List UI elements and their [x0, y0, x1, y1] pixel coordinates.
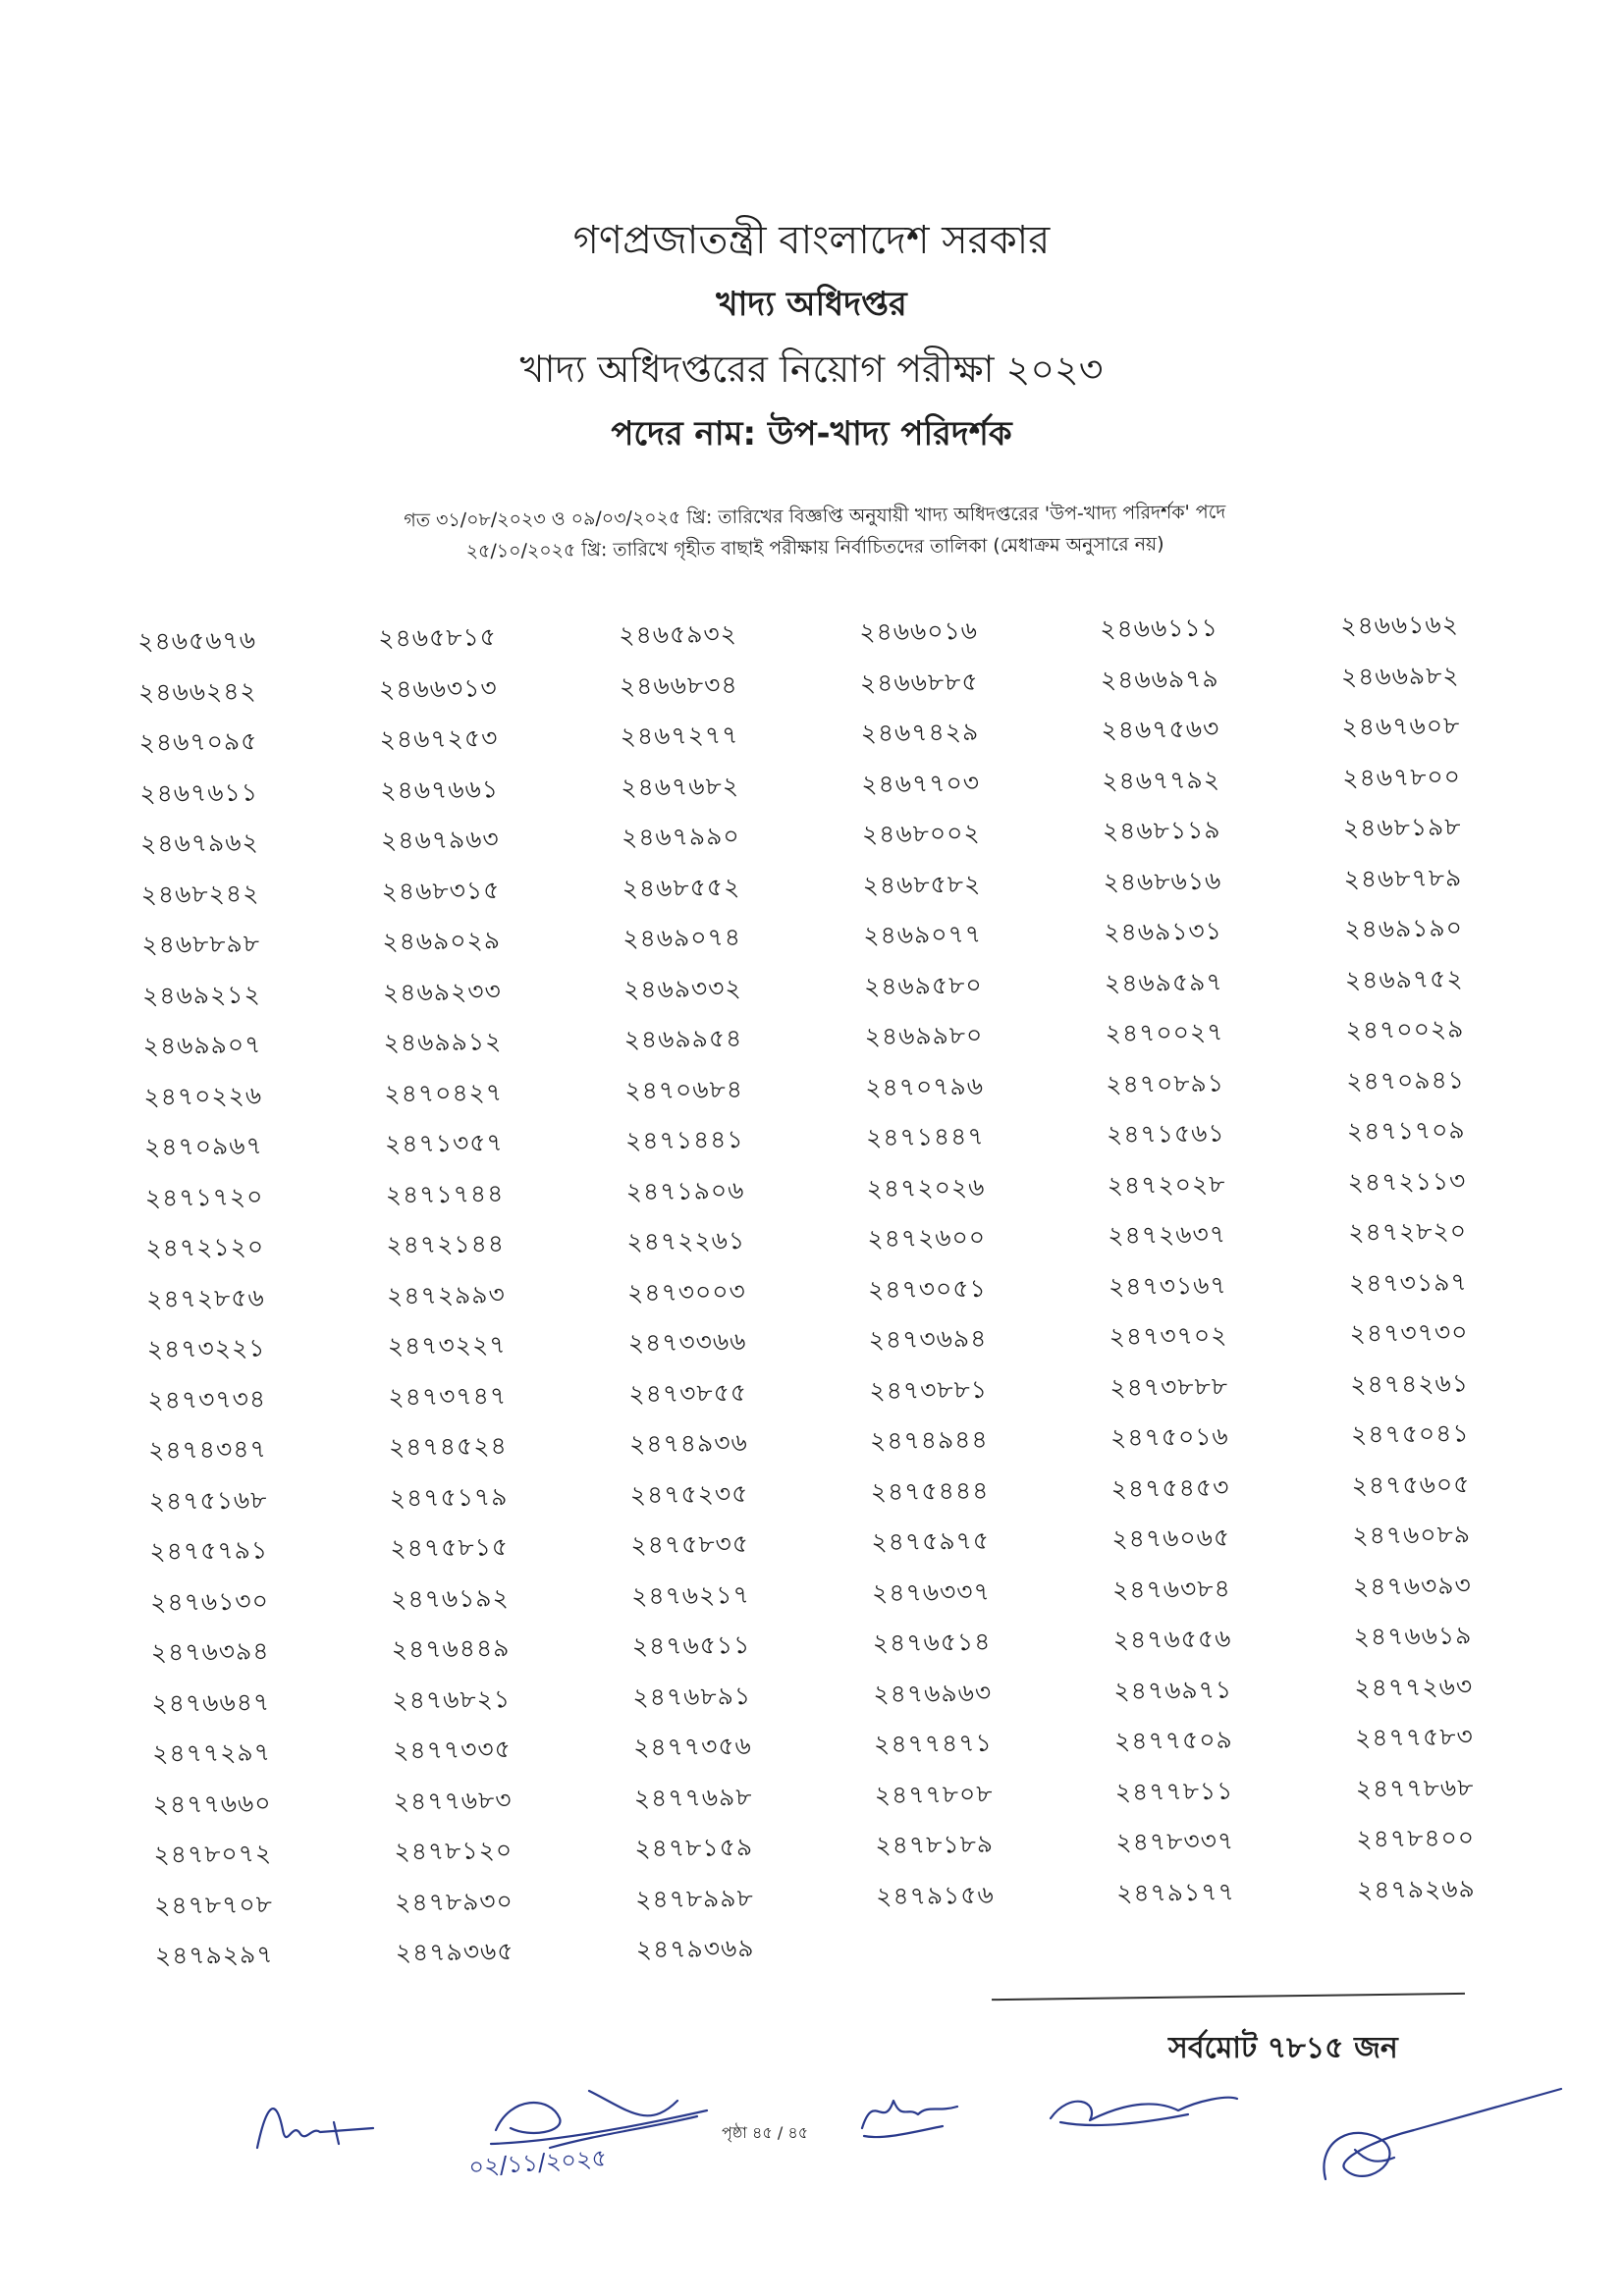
roll-number: ২৪৬৭৯৬৩	[380, 825, 500, 856]
roll-number: ২৪৬৯৯১২	[383, 1027, 503, 1058]
roll-number: ২৪৭০৬৮৪	[624, 1074, 744, 1105]
roll-number: ২৪৭২১৪৪	[386, 1229, 506, 1259]
roll-number: ২৪৬৮১৯৮	[1342, 812, 1462, 843]
page-number: পৃষ্ঠা ৪৫ / ৪৫	[722, 2123, 809, 2142]
roll-number: ২৪৭৬৩৯৩	[1352, 1571, 1472, 1601]
roll-number: ২৪৭৫১৬৮	[148, 1485, 268, 1516]
roll-number: ২৪৬৮১১৯	[1102, 815, 1221, 846]
roll-number: ২৪৭৬৫৫৬	[1112, 1624, 1232, 1655]
roll-number: ২৪৭৮৯৩০	[394, 1886, 514, 1917]
roll-number: ২৪৬৭৬১১	[139, 777, 259, 808]
roll-number: ২৪৭৬১৯২	[390, 1582, 510, 1614]
roll-number: ২৪৭৭৪৭১	[873, 1728, 993, 1759]
roll-number: ২৪৭৫৮১৫	[390, 1532, 510, 1563]
exam-title: খাদ্য অধিদপ্তরের নিয়োগ পরীক্ষা ২০২৩	[519, 347, 1104, 391]
roll-number: ২৪৬৯৭৫২	[1344, 964, 1464, 994]
roll-number: ২৪৬৬৯৭৯	[1100, 664, 1219, 694]
roll-number: ২৪৬৯২৩৩	[382, 976, 502, 1007]
roll-number: ২৪৭৭৮০৮	[874, 1779, 994, 1810]
roll-number: ২৪৭৮৭০৮	[153, 1890, 274, 1920]
roll-number: ২৪৭৩৮৫৫	[628, 1377, 748, 1409]
roll-number: ২৪৬৭৬০৮	[1341, 711, 1461, 742]
roll-number: ২৪৭৪৯৪৪	[869, 1424, 989, 1456]
roll-number: ২৪৭০৯৪১	[1346, 1065, 1466, 1095]
roll-number: ২৪৭৬০৮৯	[1352, 1520, 1472, 1551]
roll-number: ২৪৭৬৮৯১	[632, 1681, 752, 1712]
roll-number: ২৪৭৫৭৯১	[149, 1535, 269, 1567]
roll-number: ২৪৭৬৫১৪	[872, 1627, 992, 1658]
roll-number: ২৪৬৯৯০৭	[142, 1030, 262, 1061]
roll-number: ২৪৬৬১১১	[1100, 613, 1219, 644]
roll-number: ২৪৭১৪৪৭	[865, 1122, 985, 1152]
roll-number: ২৪৬৬২৪২	[137, 676, 257, 707]
roll-number: ২৪৭৬৯৬৩	[873, 1678, 993, 1709]
roll-number: ২৪৭৬৮২১	[392, 1683, 512, 1715]
roll-number: ২৪৭৫১৭৯	[389, 1481, 509, 1513]
roll-number: ২৪৭২০২৮	[1107, 1169, 1226, 1200]
roll-number: ২৪৭৮৯৯৮	[634, 1883, 754, 1914]
signature-2	[491, 2091, 707, 2148]
roll-number: ২৪৬৬০১৬	[859, 616, 979, 647]
signature-3	[862, 2101, 957, 2137]
roll-number: ২৪৭০০২৭	[1105, 1017, 1224, 1048]
notice-line-1: গত ৩১/০৮/২০২৩ ও ০৯/০৩/২০২৫ খ্রি: তারিখের বিজ্ঞপ্তি অনুযায়ী খাদ্য অধিদপ্তরের 'উপ-খাদ্য পরিদর্শক' পদে	[404, 501, 1226, 532]
roll-number: ২৪৭৭২৬৩	[1354, 1672, 1474, 1702]
roll-number: ২৪৭১৩৫৭	[384, 1128, 504, 1158]
roll-number: ২৪৭০০২৯	[1345, 1014, 1465, 1045]
roll-number: ২৪৭৩৩৬৬	[627, 1327, 747, 1358]
roll-number: ২৪৬৮৬১৬	[1103, 866, 1222, 896]
roll-number: ২৪৬৬৩১৩	[378, 672, 498, 704]
roll-number-grid	[137, 601, 1530, 1984]
roll-number: ২৪৭৭৬৯৮	[633, 1782, 753, 1813]
roll-number: ২৪৭২১২০	[145, 1232, 265, 1263]
roll-number: ২৪৬৮৭৮৯	[1343, 863, 1463, 893]
roll-number: ২৪৬৮০০২	[861, 819, 981, 849]
roll-number: ২৪৭১৭২০	[144, 1182, 264, 1212]
roll-number: ২৪৭৮১৮৯	[875, 1829, 995, 1860]
roll-number: ২৪৭৭৮৬৮	[1355, 1773, 1475, 1803]
roll-number: ২৪৭৩৬৯৪	[868, 1323, 988, 1355]
government-title: গণপ্রজাতন্ত্রী বাংলাদেশ সরকার	[572, 218, 1051, 263]
roll-number: ২৪৭৪৩৪৭	[147, 1434, 267, 1466]
roll-number: ২৪৭৭২৯৭	[151, 1737, 272, 1769]
roll-number: ২৪৬৬৮৩৪	[619, 669, 738, 701]
roll-number: ২৪৭৭৮১১	[1114, 1776, 1234, 1806]
roll-number: ২৪৭১৯০৬	[625, 1175, 745, 1206]
roll-number: ২৪৭২২৬১	[626, 1226, 746, 1256]
roll-number: ২৪৭৩০৫১	[867, 1273, 987, 1305]
roll-number: ২৪৭৬৩৯৪	[150, 1636, 270, 1668]
roll-number: ২৪৭৫৯৭৫	[871, 1525, 991, 1557]
roll-number: ২৪৬৯১৯০	[1344, 913, 1464, 944]
roll-number: ২৪৭৫৮৩৫	[630, 1529, 750, 1560]
roll-number: ২৪৭৩২২১	[146, 1333, 266, 1364]
total-count: সর্বমোট ৭৮১৫ জন	[1168, 2031, 1398, 2065]
roll-number: ২৪৬৯০৭৭	[863, 920, 983, 950]
roll-number: ২৪৭৮০৭২	[153, 1839, 273, 1870]
roll-number: ২৪৭২১১৩	[1347, 1166, 1467, 1197]
roll-number: ২৪৬৯০২৯	[382, 926, 502, 957]
roll-number: ২৪৭৫২৩৫	[629, 1478, 749, 1510]
roll-number: ২৪৭১৭৪৪	[385, 1178, 505, 1209]
post-title: পদের নাম: উপ-খাদ্য পরিদর্শক	[611, 414, 1012, 454]
roll-number: ২৪৬৯১৩১	[1104, 916, 1223, 947]
roll-number: ২৪৭২৯৯৩	[386, 1279, 506, 1310]
roll-number: ২৪৭০৮৯১	[1106, 1068, 1225, 1098]
roll-number: ২৪৬৮৩১৫	[381, 875, 501, 906]
roll-number: ২৪৭৮১৫৯	[634, 1833, 754, 1863]
roll-number: ২৪৭৯১৫৬	[875, 1880, 995, 1911]
roll-number: ২৪৭৬০৬৫	[1111, 1522, 1231, 1554]
roll-number: ২৪৬৯০৭৪	[622, 923, 742, 953]
roll-number: ২৪৭০২২৬	[143, 1081, 263, 1111]
roll-number: ২৪৭৬৬১৯	[1353, 1621, 1473, 1652]
roll-number: ২৪৭৫৪৪৪	[870, 1475, 990, 1507]
roll-number: ২৪৬৮৮৯৮	[141, 929, 261, 960]
roll-number: ২৪৬৮৫৮২	[862, 869, 982, 900]
roll-number: ২৪৭২৮৫৬	[145, 1283, 265, 1313]
roll-number: ২৪৭১৪৪১	[624, 1125, 744, 1155]
roll-number: ২৪৬৫৯৩২	[619, 619, 738, 650]
roll-number: ২৪৬৬১৬২	[1340, 610, 1460, 641]
roll-number: ২৪৭৩৮৮৮	[1109, 1371, 1229, 1402]
roll-number: ২৪৬৯৫৮০	[863, 970, 983, 1001]
roll-number: ২৪৭১৭০৯	[1346, 1115, 1466, 1147]
roll-number: ২৪৭৮৩৩৭	[1115, 1826, 1235, 1857]
roll-number: ২৪৭৩১৬৭	[1108, 1270, 1227, 1301]
signature-1	[257, 2109, 373, 2148]
roll-number: ২৪৭৯২৬৯	[1356, 1874, 1476, 1904]
roll-number: ২৪৭৬২১৭	[630, 1579, 750, 1611]
roll-number: ২৪৬৭৭৯২	[1102, 765, 1221, 795]
roll-number: ২৪৭২০২৬	[866, 1172, 986, 1203]
roll-number: ২৪৬৭৯৬২	[139, 828, 259, 859]
roll-number: ২৪৬৫৬৭৬	[137, 625, 257, 657]
department-title: খাদ্য অধিদপ্তর	[716, 285, 907, 324]
roll-number: ২৪৬৬৮৮৫	[859, 667, 979, 698]
roll-number: ২৪৭৭৫৮৩	[1354, 1722, 1474, 1753]
roll-number: ২৪৬৭৯৯০	[621, 822, 740, 852]
roll-number: ২৪৭২৬০০	[867, 1222, 987, 1254]
roll-number: ২৪৭৬৬৪৭	[151, 1687, 271, 1718]
roll-number: ২৪৬৭৫৬৩	[1101, 714, 1220, 745]
roll-number: ২৪৭৩৭৪৭	[388, 1380, 508, 1412]
roll-number: ২৪৭৬৯৭১	[1113, 1675, 1233, 1705]
roll-number: ২৪৭৪৫২৪	[388, 1431, 508, 1462]
roll-number: ২৪৭৩৭৩০	[1349, 1317, 1469, 1349]
roll-number: ২৪৭৫৬০৫	[1351, 1469, 1471, 1500]
notice-text	[147, 494, 1484, 570]
roll-number: ২৪৭৩৭৩৪	[147, 1384, 267, 1415]
roll-number: ২৪৬৭৪২৯	[860, 718, 980, 748]
signature-date: ০২/১১/২০২৫	[467, 2144, 608, 2181]
roll-number: ২৪৬৯৯৮০	[864, 1021, 984, 1051]
roll-number: ২৪৬৬৯৮২	[1340, 661, 1460, 691]
roll-number: ২৪৭৮৪০০	[1356, 1823, 1476, 1854]
roll-number: ২৪৭৬৩৩৭	[871, 1576, 992, 1608]
roll-number: ২৪৬৯৩৩২	[622, 973, 742, 1004]
roll-number: ২৪৭৯৩৬৯	[635, 1934, 755, 1964]
roll-number: ২৪৭৬৫১১	[631, 1630, 751, 1661]
roll-number: ২৪৭৭৩৩৫	[392, 1735, 513, 1765]
roll-number: ২৪৭৭৫০৯	[1113, 1725, 1233, 1756]
roll-number: ২৪৭৩২২৭	[387, 1330, 507, 1361]
roll-number: ২৪৭৯২৯৭	[154, 1940, 274, 1971]
roll-number: ২৪৭৫৪৫৩	[1110, 1472, 1230, 1503]
roll-number: ২৪৬৮২৪২	[140, 879, 260, 909]
roll-number: ২৪৭০৪২৭	[384, 1077, 504, 1108]
roll-number: ২৪৬৭৮০০	[1342, 762, 1462, 792]
signature-area	[0, 2071, 1623, 2296]
roll-number: ২৪৭২৬৩৭	[1108, 1219, 1227, 1251]
roll-number: ২৪৭৫০৪১	[1350, 1418, 1470, 1450]
roll-number: ২৪৬৮৫৫২	[622, 872, 741, 903]
roll-number: ২৪৭৩৮৮১	[869, 1374, 989, 1406]
roll-number: ২৪৭৩৭০২	[1109, 1320, 1228, 1352]
document-header	[0, 201, 1623, 458]
roll-number: ২৪৬৭৬৮২	[621, 771, 740, 802]
roll-number: ২৪৭৬৩৮৪	[1111, 1574, 1231, 1604]
roll-number: ২৪৭৭৬৮৩	[393, 1785, 513, 1816]
notice-line-2: ২৫/১০/২০২৫ খ্রি: তারিখে গৃহীত বাছাই পরীক্ষায় নির্বাচিতদের তালিকা (মেধাক্রম অনুসারে নয়)	[465, 533, 1164, 562]
total-divider	[992, 1993, 1465, 2001]
roll-number: ২৪৭২৮২০	[1348, 1216, 1468, 1248]
roll-number: ২৪৬৯৫৯৭	[1104, 967, 1223, 997]
roll-number: ২৪৭৩০০৩	[626, 1276, 746, 1308]
roll-number: ২৪৭৬৪৪৯	[391, 1633, 511, 1664]
roll-number: ২৪৭০৭৯৬	[865, 1071, 985, 1102]
roll-number: ২৪৭৯৩৬৫	[395, 1937, 514, 1967]
roll-number: ২৪৬৭৭০৩	[861, 768, 981, 799]
roll-number: ২৪৬৯৯৫৪	[623, 1024, 743, 1054]
signature-5	[1324, 2089, 1561, 2179]
roll-number: ২৪৬৭৬৬১	[380, 774, 500, 805]
roll-number: ২৪৭৭৩৫৬	[632, 1732, 753, 1762]
roll-number: ২৪৭৭৬৬০	[152, 1789, 272, 1819]
roll-number: ২৪৭৪২৬১	[1350, 1368, 1470, 1399]
roll-number: ২৪৭৩১৯৭	[1348, 1267, 1468, 1298]
roll-number: ২৪৭৫০১৬	[1109, 1421, 1229, 1453]
roll-number: ২৪৬৭২৭৭	[620, 721, 739, 751]
signature-4	[1051, 2098, 1237, 2125]
roll-number: ২৪৭৪৯৩৬	[628, 1428, 748, 1459]
roll-number: ২৪৬৫৮১৫	[378, 622, 498, 654]
roll-number: ২৪৭১৫৬১	[1106, 1118, 1225, 1149]
roll-number: ২৪৭৯১৭৭	[1115, 1877, 1235, 1907]
roll-number: ২৪৭০৯৬৭	[143, 1131, 263, 1162]
roll-number: ২৪৭৮১২০	[394, 1836, 514, 1866]
roll-number: ২৪৬৭০৯৫	[138, 726, 258, 758]
roll-number: ২৪৬৯২১২	[141, 980, 261, 1010]
roll-number: ২৪৬৭২৫৩	[379, 723, 499, 755]
roll-number: ২৪৭৬১৩০	[149, 1586, 270, 1617]
